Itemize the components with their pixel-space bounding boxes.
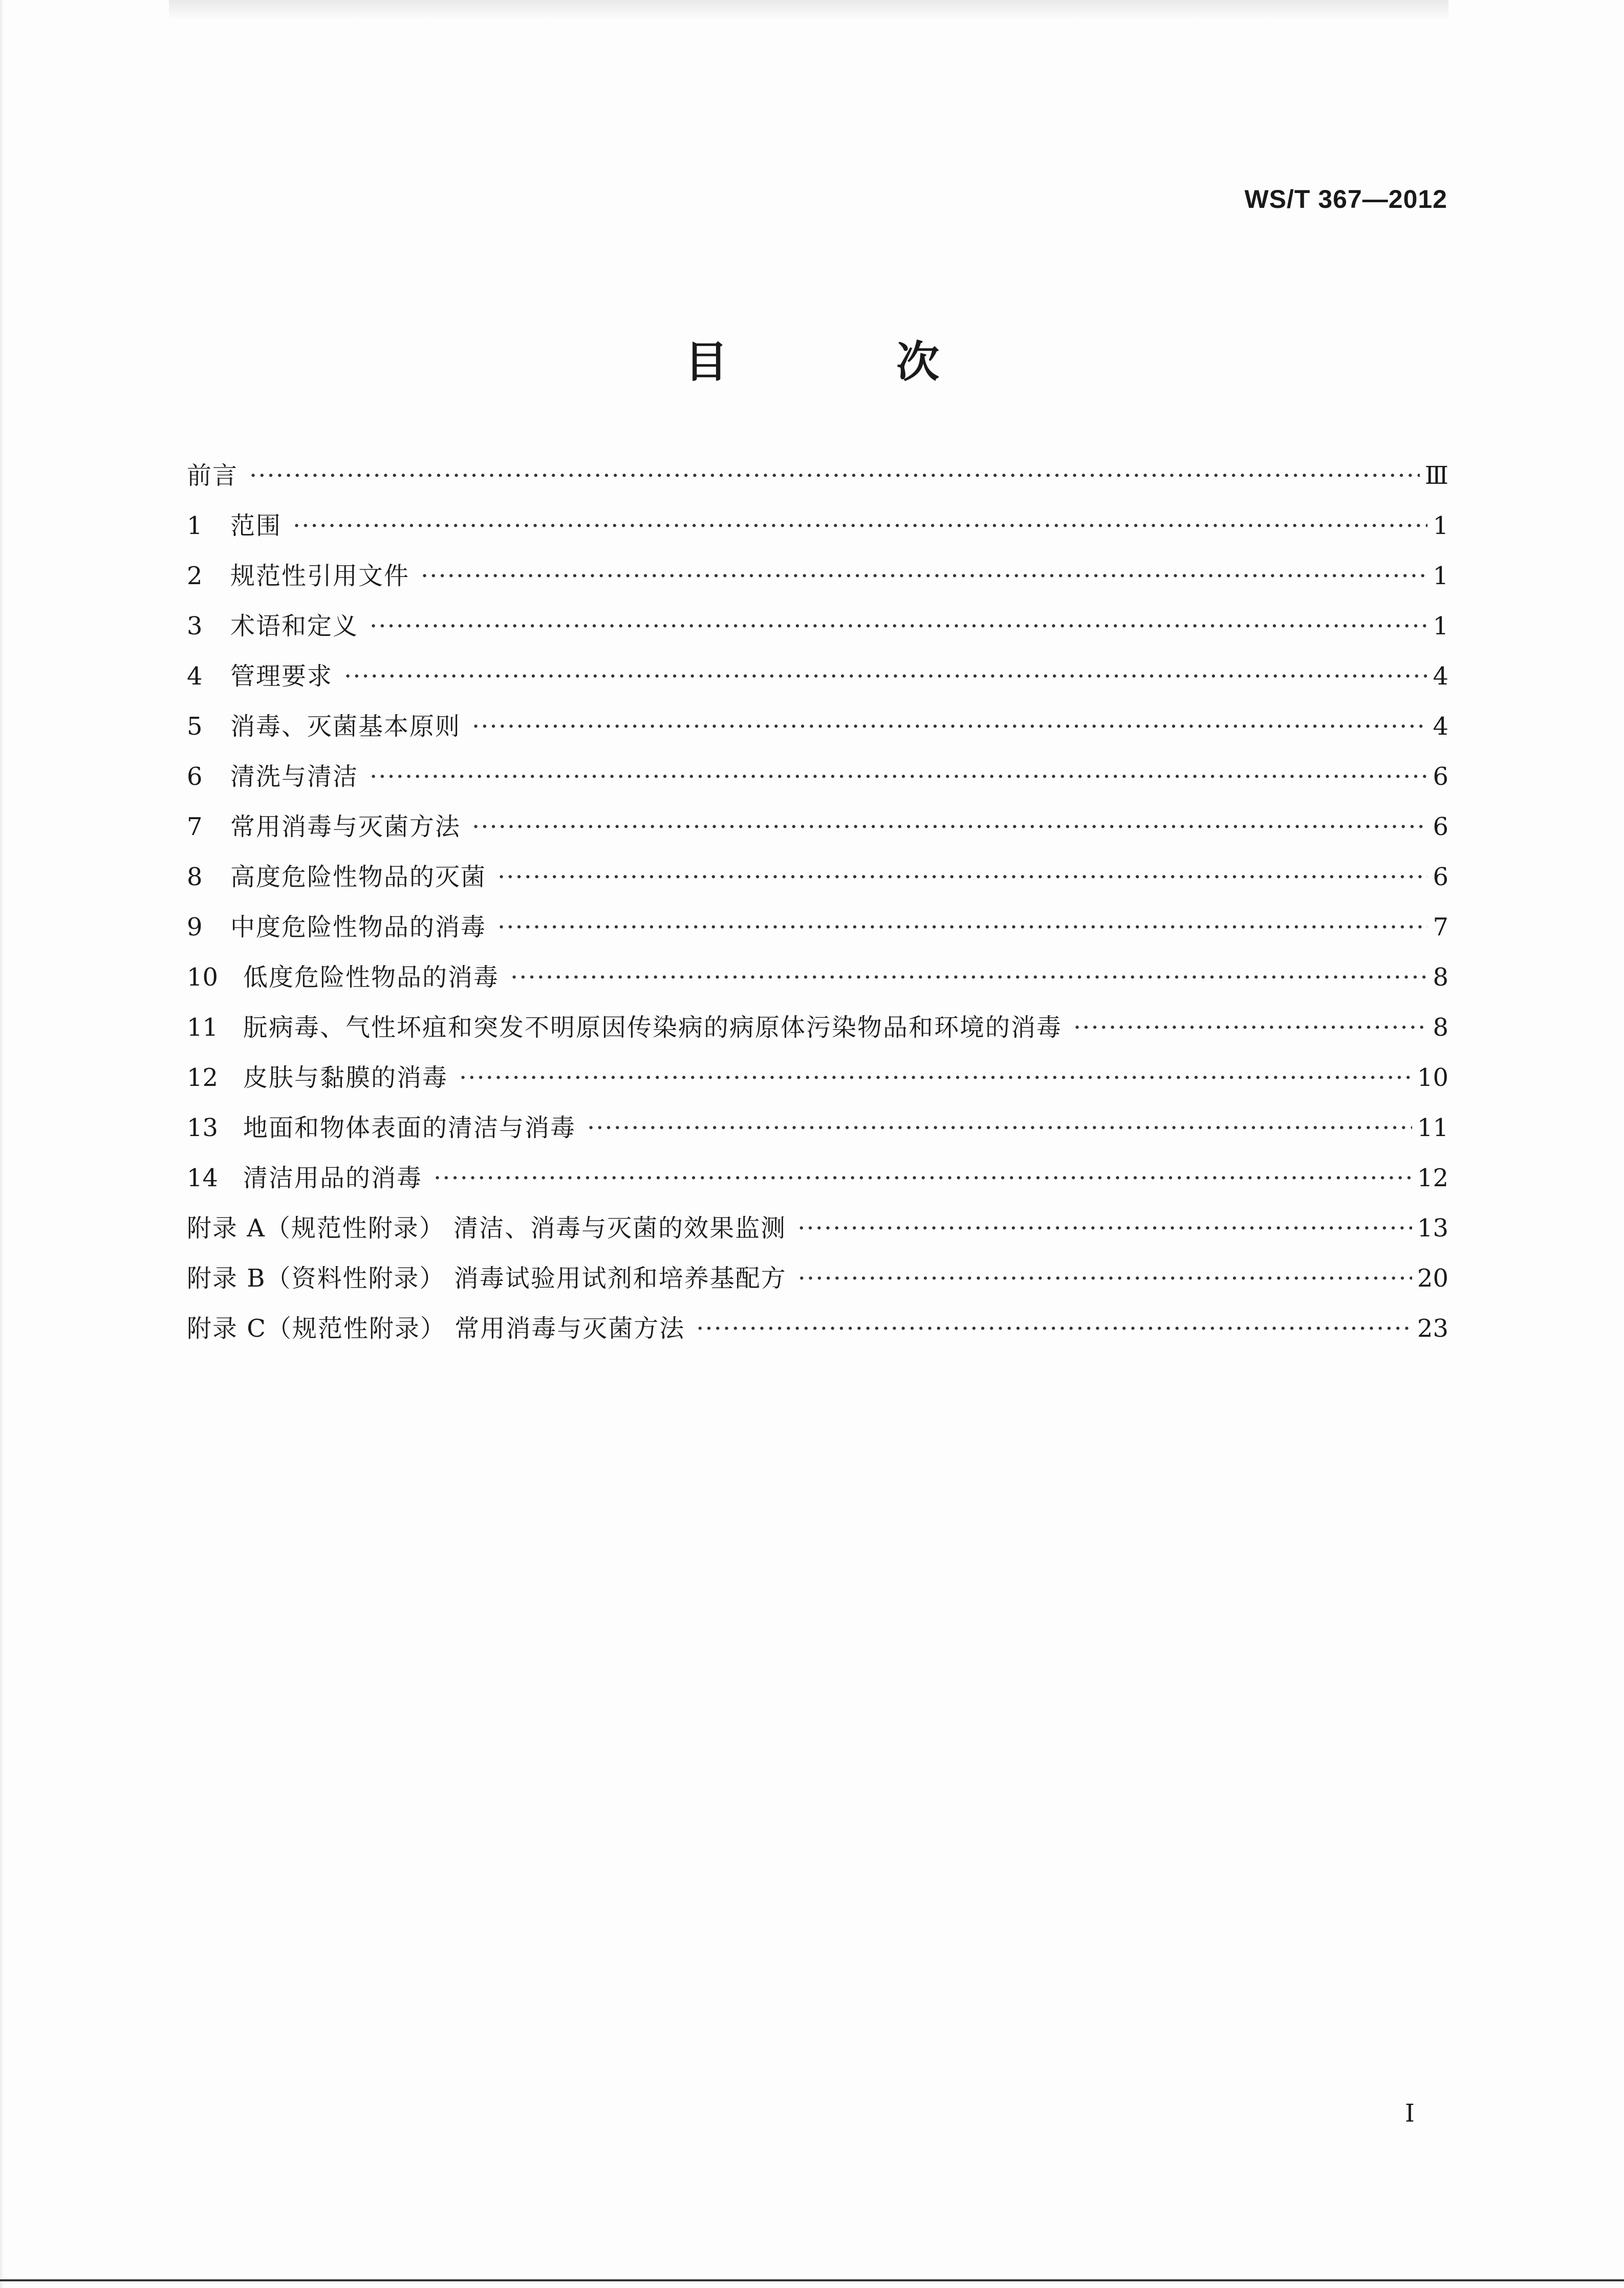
toc-entry-page: 20	[1417, 1264, 1448, 1293]
toc-entry-title: 朊病毒、气性坏疽和突发不明原因传染病的病原体污染物品和环境的消毒	[243, 1013, 1063, 1042]
toc-entry-title: 管理要求	[230, 662, 333, 691]
dot-leader	[587, 1114, 1412, 1142]
scan-shadow	[169, 0, 1448, 20]
toc-entry-8[interactable]	[187, 857, 1448, 907]
toc-entry-number: 13	[187, 1114, 219, 1142]
page-number: I	[1405, 2099, 1415, 2128]
dot-leader	[434, 1164, 1412, 1192]
toc-entry-page: 6	[1433, 863, 1448, 891]
toc-entry-4[interactable]	[187, 656, 1448, 707]
toc-entry-5[interactable]	[187, 707, 1448, 757]
dot-leader	[249, 461, 1420, 490]
toc-entry-page: 8	[1433, 963, 1448, 992]
toc-entry-page: 10	[1417, 1063, 1448, 1092]
toc-entry-10[interactable]	[187, 957, 1448, 1008]
toc-entry-number: 10	[187, 963, 219, 992]
toc-entry-page: 23	[1417, 1314, 1448, 1343]
toc-entry-13[interactable]	[187, 1108, 1448, 1158]
toc-entry-title: 皮肤与黏膜的消毒	[243, 1063, 448, 1092]
toc-entry-preface[interactable]	[187, 456, 1448, 506]
toc-entry-title: 常用消毒与灭菌方法	[230, 812, 461, 841]
toc-entry-2[interactable]	[187, 556, 1448, 606]
toc-entry-page: Ⅲ	[1424, 461, 1448, 490]
dot-leader	[510, 963, 1427, 992]
toc-entry-11[interactable]	[187, 1008, 1448, 1058]
toc-entry-title: 附录 B（资料性附录） 消毒试验用试剂和培养基配方	[187, 1264, 787, 1293]
toc-entry-1[interactable]	[187, 506, 1448, 556]
toc-entry-page: 11	[1417, 1114, 1448, 1142]
dot-leader	[497, 913, 1427, 942]
toc-entry-page: 12	[1417, 1164, 1448, 1192]
toc-entry-12[interactable]	[187, 1058, 1448, 1108]
toc-entry-page: 1	[1433, 612, 1448, 640]
toc-entry-page: 6	[1433, 762, 1448, 791]
toc-entry-3[interactable]	[187, 606, 1448, 656]
toc-entry-appendix-c[interactable]	[187, 1309, 1448, 1359]
toc-entry-14[interactable]	[187, 1158, 1448, 1208]
dot-leader	[696, 1314, 1412, 1343]
toc-entry-title: 范围	[230, 511, 282, 540]
toc-entry-number: 8	[187, 863, 203, 891]
toc-entry-title: 清洗与清洁	[230, 762, 359, 791]
toc-entry-title: 附录 C（规范性附录） 常用消毒与灭菌方法	[187, 1314, 685, 1343]
toc-entry-title: 清洁用品的消毒	[243, 1164, 423, 1192]
dot-leader	[797, 1214, 1412, 1243]
toc-entry-title: 规范性引用文件	[230, 562, 410, 590]
toc-entry-7[interactable]	[187, 807, 1448, 857]
toc-entry-number: 12	[187, 1063, 219, 1092]
dot-leader	[370, 612, 1427, 640]
toc-list	[187, 456, 1448, 1359]
standard-code: WS/T 367—2012	[1244, 185, 1447, 213]
toc-entry-title: 中度危险性物品的消毒	[230, 913, 487, 942]
dot-leader	[459, 1063, 1412, 1092]
toc-entry-appendix-a[interactable]	[187, 1208, 1448, 1258]
toc-title: 目 次	[684, 337, 1016, 387]
toc-entry-6[interactable]	[187, 757, 1448, 807]
toc-entry-title: 地面和物体表面的清洁与消毒	[243, 1114, 576, 1142]
toc-entry-appendix-b[interactable]	[187, 1258, 1448, 1309]
toc-entry-title: 低度危险性物品的消毒	[243, 963, 500, 992]
toc-entry-number: 4	[187, 662, 203, 691]
dot-leader	[1073, 1013, 1427, 1042]
dot-leader	[370, 762, 1427, 791]
toc-entry-title: 前言	[187, 461, 239, 490]
dot-leader	[293, 511, 1427, 540]
toc-entry-number: 2	[187, 562, 203, 590]
toc-entry-number: 7	[187, 812, 203, 841]
toc-entry-page: 8	[1433, 1013, 1448, 1042]
dot-leader	[421, 562, 1427, 590]
toc-entry-number: 6	[187, 762, 203, 791]
dot-leader	[798, 1264, 1412, 1293]
scan-bottom-edge	[0, 2279, 1624, 2281]
toc-entry-number: 5	[187, 712, 203, 741]
toc-entry-title: 附录 A（规范性附录） 清洁、消毒与灭菌的效果监测	[187, 1214, 787, 1243]
dot-leader	[472, 712, 1427, 741]
toc-entry-page: 7	[1433, 913, 1448, 942]
toc-entry-page: 6	[1433, 812, 1448, 841]
toc-entry-number: 11	[187, 1013, 219, 1042]
dot-leader	[497, 863, 1427, 891]
dot-leader	[472, 812, 1427, 841]
toc-entry-page: 1	[1433, 511, 1448, 540]
toc-entry-number: 3	[187, 612, 203, 640]
toc-entry-page: 4	[1433, 712, 1448, 741]
toc-entry-page: 4	[1433, 662, 1448, 691]
toc-entry-number: 1	[187, 511, 203, 540]
dot-leader	[344, 662, 1427, 691]
toc-entry-page: 13	[1417, 1214, 1448, 1243]
toc-entry-9[interactable]	[187, 907, 1448, 957]
toc-entry-number: 14	[187, 1164, 219, 1192]
toc-entry-number: 9	[187, 913, 203, 942]
toc-entry-title: 高度危险性物品的灭菌	[230, 863, 487, 891]
toc-entry-title: 术语和定义	[230, 612, 359, 640]
toc-entry-title: 消毒、灭菌基本原则	[230, 712, 461, 741]
toc-entry-page: 1	[1433, 562, 1448, 590]
